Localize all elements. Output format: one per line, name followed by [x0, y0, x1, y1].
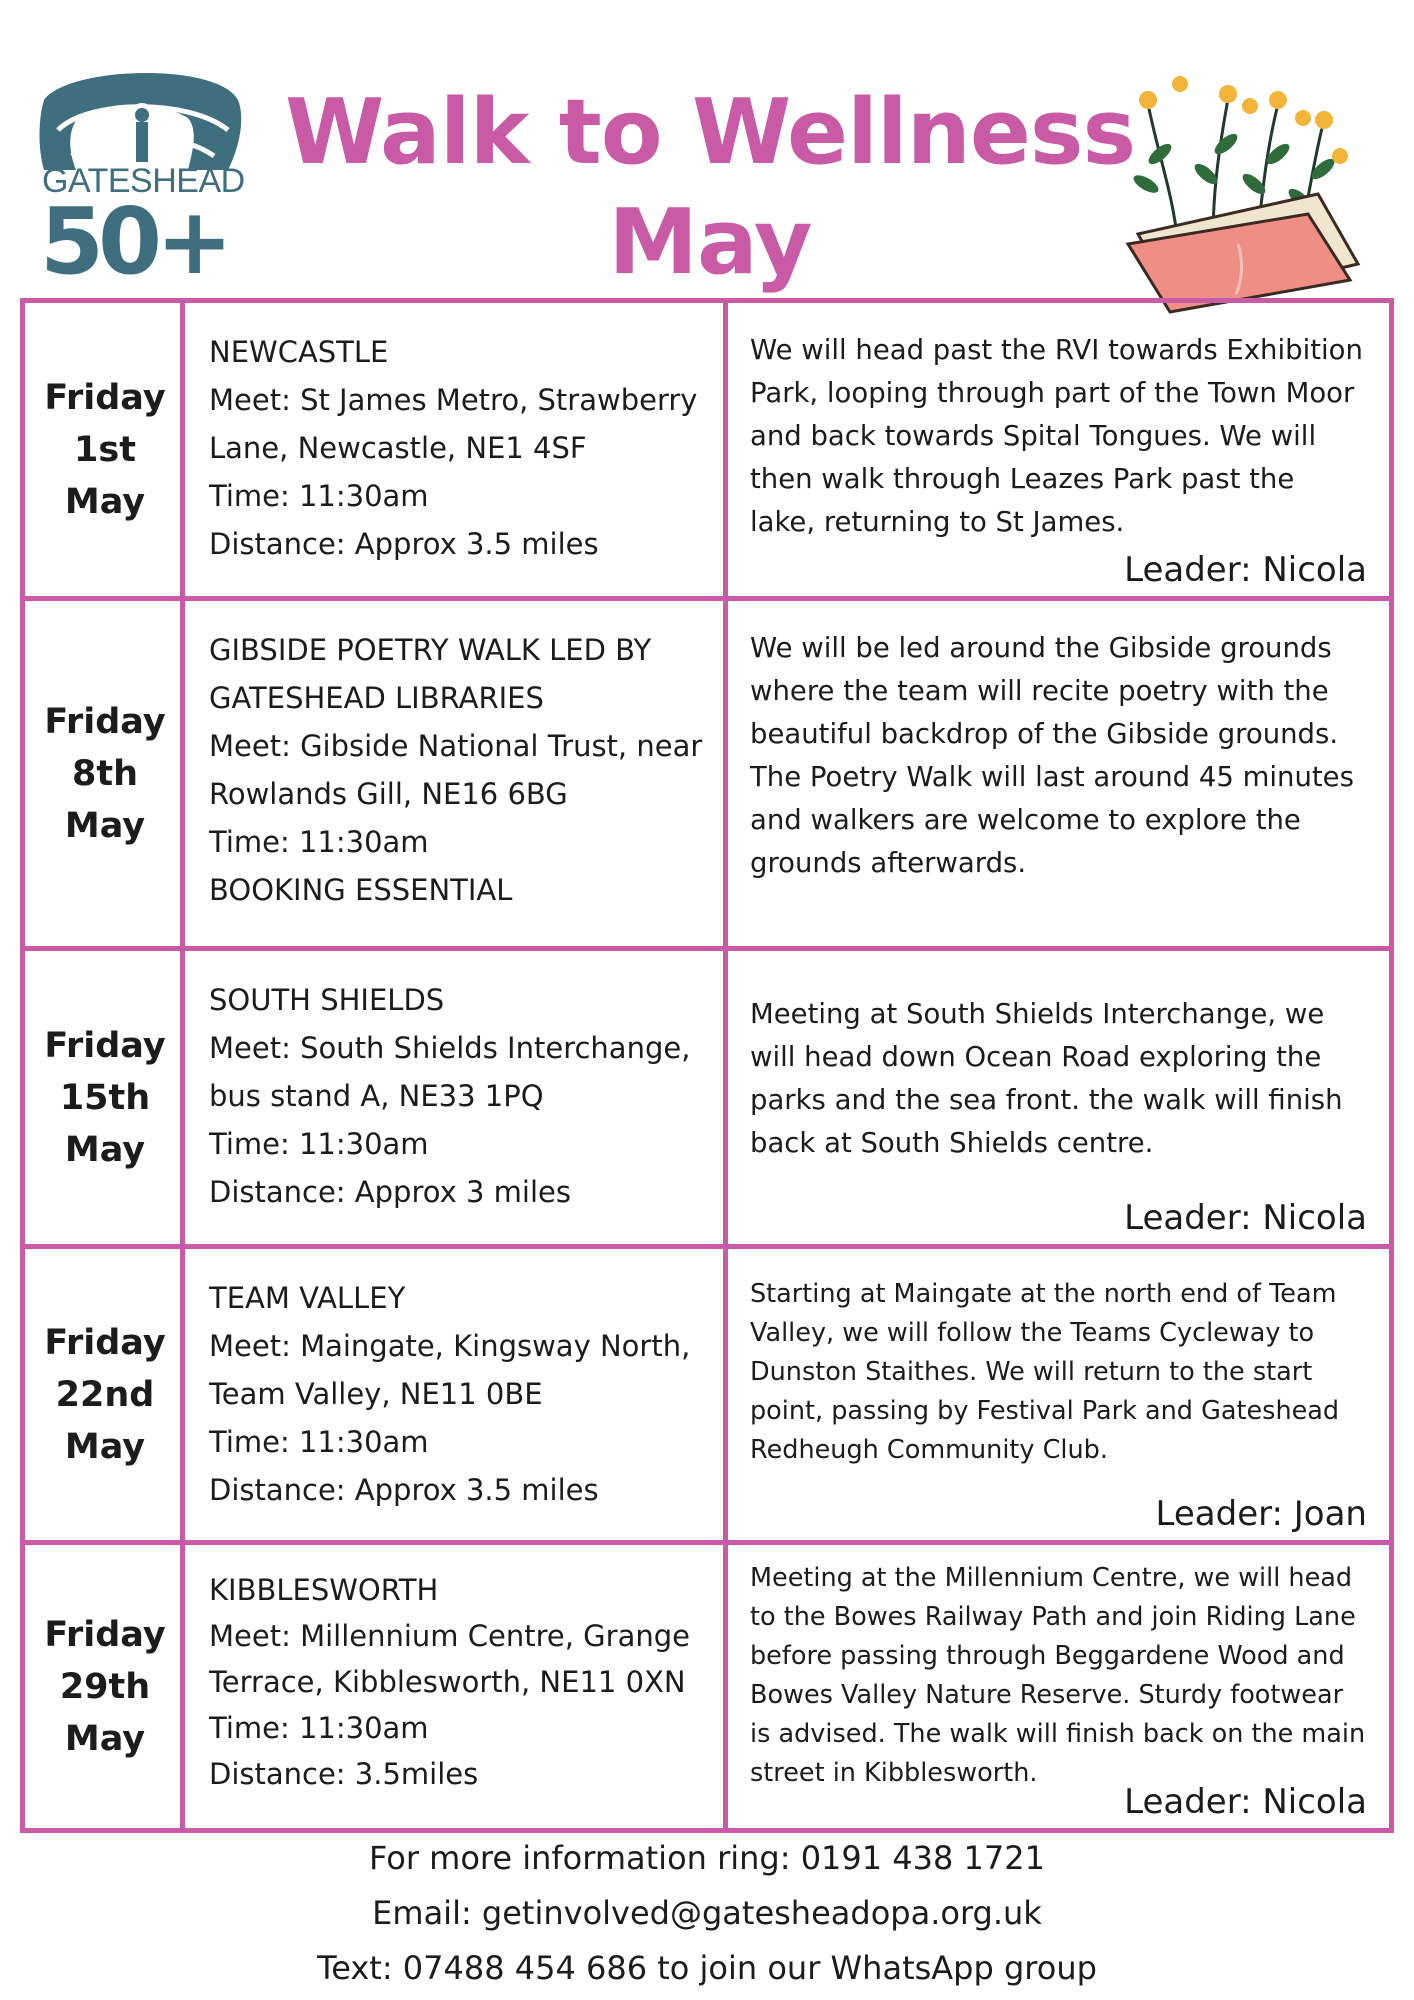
date-cell	[20, 303, 185, 601]
walk-location: TEAM VALLEY	[209, 1281, 406, 1315]
walk-description: Meeting at South Shields Interchange, we will head down Ocean Road exploring the parks and the sea front. the walk will finish back at South Shields centre.	[750, 998, 1343, 1159]
flower-book-icon	[1118, 44, 1370, 314]
walk-meet-cont: bus stand A, NE33 1PQ	[209, 1079, 544, 1113]
walk-time: Time: 11:30am	[209, 1425, 429, 1459]
walk-description-cell	[723, 1249, 1394, 1545]
footer-whatsapp: Text: 07488 454 686 to join our WhatsApp group	[317, 1949, 1097, 1987]
walk-day: Friday	[44, 1614, 166, 1655]
table-row	[20, 951, 1394, 1249]
walk-description: We will be led around the Gibside grounds where the team will recite poetry with the beautiful backdrop of the Gibside grounds. The Poetry Walk will last around 45 minutes and walkers are welcome to explore the grounds afterwards.	[750, 632, 1354, 879]
footer-email: Email: getinvolved@gatesheadopa.org.uk	[372, 1894, 1042, 1932]
date-cell	[20, 1545, 185, 1833]
walk-distance: Distance: Approx 3.5 miles	[209, 527, 599, 561]
footer-phone: For more information ring: 0191 438 1721	[369, 1839, 1045, 1877]
table-row	[20, 601, 1394, 951]
walk-description-cell	[723, 1545, 1394, 1833]
walk-time: Time: 11:30am	[209, 825, 429, 859]
walk-meet: Meet: St James Metro, Strawberry	[209, 383, 698, 417]
walk-info-cell	[180, 951, 728, 1249]
walk-meet: Meet: Millennium Centre, Grange	[209, 1619, 690, 1653]
walk-location: NEWCASTLE	[209, 335, 389, 369]
walk-meet-cont: Lane, Newcastle, NE1 4SF	[209, 431, 587, 465]
walk-distance: Distance: Approx 3.5 miles	[209, 1473, 599, 1507]
walk-info-cell	[180, 1545, 728, 1833]
walk-leader: Leader: Nicola	[1124, 1198, 1367, 1238]
table-row	[20, 303, 1394, 601]
walk-description-cell	[723, 303, 1394, 601]
walk-date: 15th	[59, 1077, 151, 1118]
walk-time: Time: 11:30am	[209, 1711, 429, 1745]
walk-location: SOUTH SHIELDS	[209, 983, 445, 1017]
walk-date: 8th	[71, 753, 138, 794]
walk-meet: Meet: South Shields Interchange,	[209, 1031, 691, 1065]
walk-meet-cont: Terrace, Kibblesworth, NE11 0XN	[209, 1665, 686, 1699]
walk-booking: BOOKING ESSENTIAL	[209, 873, 513, 907]
walk-leader: Leader: Nicola	[1124, 550, 1367, 590]
walk-date: 1st	[74, 429, 136, 470]
walk-meet-cont: Team Valley, NE11 0BE	[209, 1377, 543, 1411]
walk-month: May	[64, 805, 146, 846]
walk-day: Friday	[44, 1322, 166, 1363]
date-cell	[20, 951, 185, 1249]
walk-description-cell	[723, 951, 1394, 1249]
walk-meet-cont: Rowlands Gill, NE16 6BG	[209, 777, 568, 811]
walk-description: We will head past the RVI towards Exhibition Park, looping through part of the Town Moor and back towards Spital Tongues. We will then walk through Leazes Park past the lake, returning to St James.	[750, 334, 1363, 538]
walk-info-cell	[180, 1249, 728, 1545]
walk-time: Time: 11:30am	[209, 479, 429, 513]
walk-leader: Leader: Joan	[1155, 1494, 1367, 1534]
walk-description-cell	[723, 601, 1394, 951]
walk-day: Friday	[44, 377, 166, 418]
walk-day: Friday	[44, 701, 166, 742]
walk-day: Friday	[44, 1025, 166, 1066]
walk-leader: Leader: Nicola	[1124, 1782, 1367, 1822]
walk-location: GIBSIDE POETRY WALK LED BY	[209, 633, 652, 667]
walk-distance: Distance: Approx 3 miles	[209, 1175, 571, 1209]
walk-date: 29th	[59, 1666, 151, 1707]
walks-table	[20, 298, 1394, 1828]
walk-distance: Distance: 3.5miles	[209, 1757, 479, 1791]
date-cell	[20, 601, 185, 951]
walk-location: KIBBLESWORTH	[209, 1573, 439, 1607]
page-subtitle: May	[608, 190, 812, 295]
walk-description: Starting at Maingate at the north end of Team Valley, we will follow the Teams Cycleway to Dunston Staithes. We will return to the start point, passing by Festival Park and Gateshead Redheugh Community Club.	[750, 1279, 1340, 1465]
walk-month: May	[64, 1426, 146, 1467]
walk-location-cont: GATESHEAD LIBRARIES	[209, 681, 544, 715]
walk-month: May	[64, 1718, 146, 1759]
table-row	[20, 1545, 1394, 1833]
date-cell	[20, 1249, 185, 1545]
walk-meet: Meet: Gibside National Trust, near	[209, 729, 703, 763]
logo-text: GATESHEAD	[42, 162, 245, 200]
logo-number: 50+	[40, 188, 228, 295]
walk-date: 22nd	[55, 1374, 155, 1415]
walk-info-cell	[180, 601, 728, 951]
walk-info-cell	[180, 303, 728, 601]
page-title: Walk to Wellness	[284, 80, 1136, 185]
table-row	[20, 1249, 1394, 1545]
walk-meet: Meet: Maingate, Kingsway North,	[209, 1329, 691, 1363]
walk-description: Meeting at the Millennium Centre, we will head to the Bowes Railway Path and join Riding Lane before passing through Beggardene Wood and Bowes Valley Nature Reserve. Sturdy footwear is advised. The walk will finish back on the main street in Kibblesworth.	[750, 1563, 1366, 1788]
walk-month: May	[64, 481, 146, 522]
walk-month: May	[64, 1129, 146, 1170]
walk-time: Time: 11:30am	[209, 1127, 429, 1161]
